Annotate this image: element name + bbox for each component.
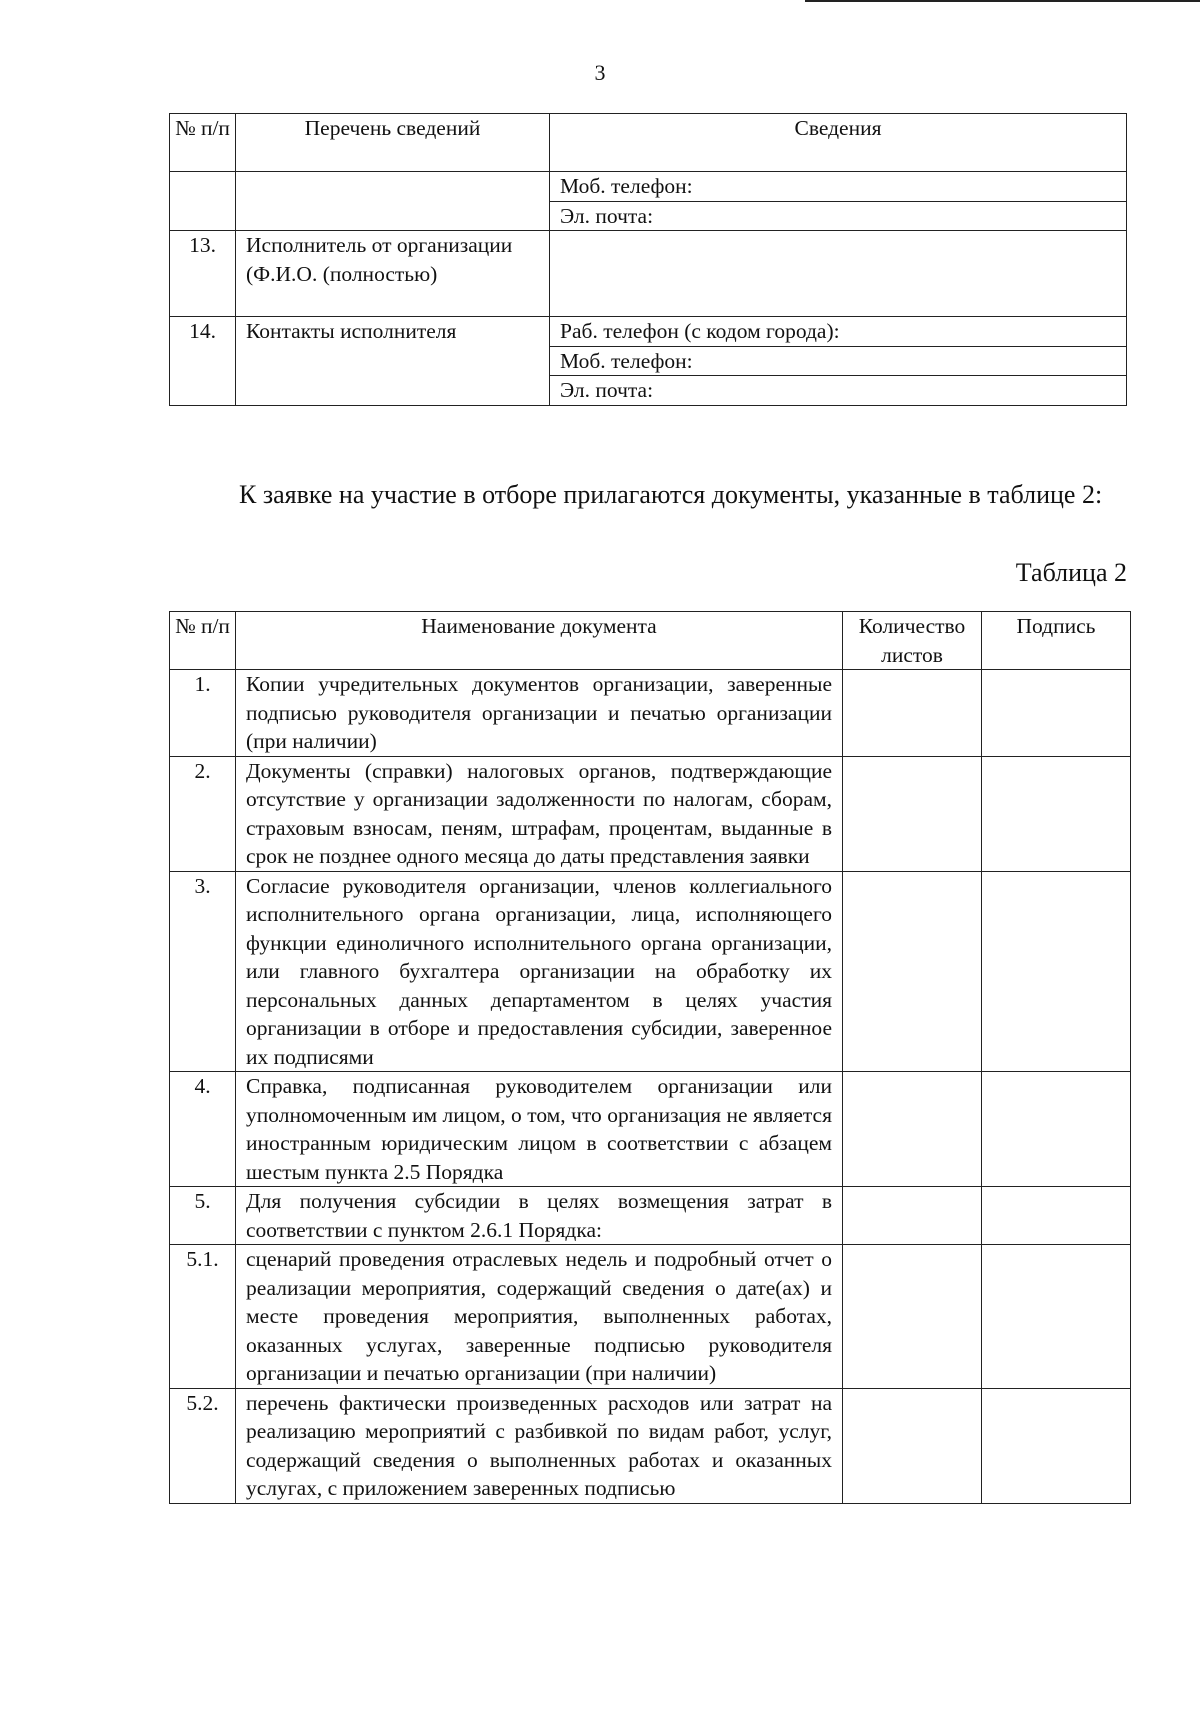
info-row-14 xyxy=(170,317,1127,347)
doc-row-4 xyxy=(170,1072,1131,1187)
info-continued-line: Эл. почта: xyxy=(550,201,1127,231)
info-continued-line: Моб. телефон: xyxy=(550,172,1127,202)
info-row-line: Раб. телефон (с кодом города): xyxy=(550,317,1127,347)
doc-header-sig: Подпись xyxy=(982,612,1131,670)
doc-row-qty xyxy=(843,1245,982,1389)
page-number: 3 xyxy=(594,60,606,85)
info-table-header xyxy=(170,114,1127,172)
top-rule xyxy=(805,0,1200,2)
info-row-item: Контакты исполнителя xyxy=(236,317,550,406)
doc-row-num: 4. xyxy=(170,1072,236,1187)
doc-row-name: перечень фактически произведенных расходов или затрат на реализацию мероприятий с разбивкой по видам работ, услуг, содержащий сведения о выполненных работах и оказанных услугах, с приложением заверенных подписью xyxy=(236,1388,843,1503)
doc-row-sig xyxy=(982,1388,1131,1503)
doc-row-sig xyxy=(982,756,1131,871)
info-row-line: Эл. почта: xyxy=(550,376,1127,406)
info-row-13 xyxy=(170,231,1127,317)
doc-row-qty xyxy=(843,670,982,757)
doc-row-1 xyxy=(170,670,1131,757)
doc-row-qty xyxy=(843,1187,982,1245)
doc-row-qty xyxy=(843,1072,982,1187)
doc-row-qty xyxy=(843,871,982,1072)
doc-row-num: 3. xyxy=(170,871,236,1072)
doc-row-2 xyxy=(170,756,1131,871)
info-continued-row xyxy=(170,172,1127,202)
doc-row-sig xyxy=(982,1187,1131,1245)
doc-row-sig xyxy=(982,670,1131,757)
info-row-line: Моб. телефон: xyxy=(550,346,1127,376)
doc-row-5-2 xyxy=(170,1388,1131,1503)
info-row-num: 14. xyxy=(170,317,236,406)
doc-row-name: Для получения субсидии в целях возмещения затрат в соответствии с пунктом 2.6.1 Порядка: xyxy=(236,1187,843,1245)
doc-header-qty: Количество листов xyxy=(843,612,982,670)
info-row-value xyxy=(550,231,1127,317)
documents-table-header xyxy=(170,612,1131,670)
doc-row-qty xyxy=(843,1388,982,1503)
doc-row-name: Копии учредительных документов организации, заверенные подписью руководителя организации и печатью организации (при наличии) xyxy=(236,670,843,757)
info-header-num: № п/п xyxy=(170,114,236,172)
doc-row-3 xyxy=(170,871,1131,1072)
doc-row-sig xyxy=(982,1072,1131,1187)
doc-row-qty xyxy=(843,756,982,871)
doc-row-num: 5.1. xyxy=(170,1245,236,1389)
doc-header-name: Наименование документа xyxy=(236,612,843,670)
info-table xyxy=(169,113,1127,406)
info-header-item: Перечень сведений xyxy=(236,114,550,172)
intro-paragraph: К заявке на участие в отборе прилагаются документы, указанные в таблице 2: xyxy=(239,480,1103,509)
info-continued-item xyxy=(236,172,550,231)
documents-table xyxy=(169,611,1131,1504)
doc-row-name: Документы (справки) налоговых органов, подтверждающие отсутствие у организации задолженности по налогам, сборам, страховым взносам, пеням, штрафам, процентам, выданные в срок не позднее одного месяца до даты представления заявки xyxy=(236,756,843,871)
info-row-item: Исполнитель от организации (Ф.И.О. (полностью) xyxy=(236,231,550,317)
table2-caption: Таблица 2 xyxy=(1015,558,1127,587)
doc-row-sig xyxy=(982,1245,1131,1389)
doc-row-num: 1. xyxy=(170,670,236,757)
info-continued-num xyxy=(170,172,236,231)
doc-row-num: 5. xyxy=(170,1187,236,1245)
doc-row-5 xyxy=(170,1187,1131,1245)
doc-row-sig xyxy=(982,871,1131,1072)
doc-row-name: сценарий проведения отраслевых недель и подробный отчет о реализации мероприятия, содержащий сведения о дате(ах) и месте проведения мероприятия, выполненных работах, оказанных услугах, заверенные подписью руководителя организации и печатью организации (при наличии) xyxy=(236,1245,843,1389)
info-header-info: Сведения xyxy=(550,114,1127,172)
doc-row-name: Согласие руководителя организации, членов коллегиального исполнительного органа организации, лица, исполняющего функции единоличного исполнительного органа организации, или главного бухгалтера организации на обработку их персональных данных департаментом в целях участия организации в отборе и предоставления субсидии, заверенное их подписями xyxy=(236,871,843,1072)
doc-row-name: Справка, подписанная руководителем организации или уполномоченным им лицом, о том, что организация не является иностранным юридическим лицом в соответствии с абзацем шестым пункта 2.5 Порядка xyxy=(236,1072,843,1187)
info-row-num: 13. xyxy=(170,231,236,317)
doc-row-num: 5.2. xyxy=(170,1388,236,1503)
doc-row-5-1 xyxy=(170,1245,1131,1389)
doc-header-num: № п/п xyxy=(170,612,236,670)
doc-row-num: 2. xyxy=(170,756,236,871)
